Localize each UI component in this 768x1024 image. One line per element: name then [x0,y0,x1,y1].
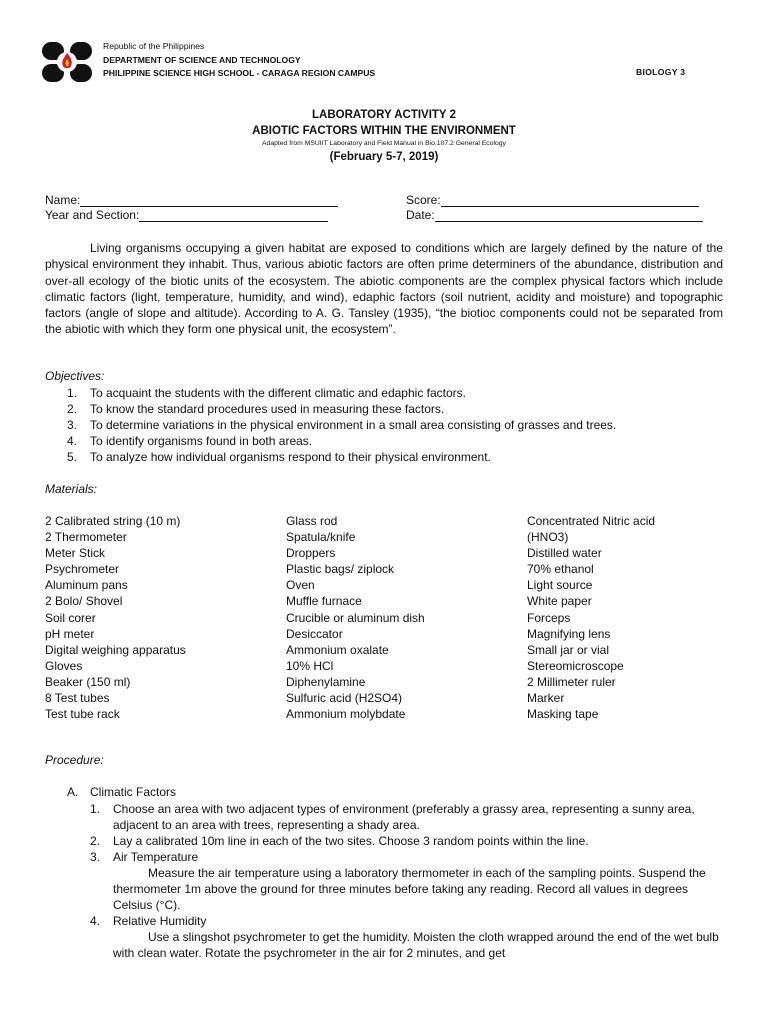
list-item: Marker [527,691,565,706]
list-item: (HNO3) [527,530,569,545]
activity-date: (February 5-7, 2019) [329,151,439,163]
list-item: 3. To determine variations in the physical environment in a small area consisting of grasses and trees. [67,418,617,432]
list-item: Aluminum pans [45,578,128,593]
subject-label: BIOLOGY 3 [636,67,686,77]
activity-title: ABIOTIC FACTORS WITHIN THE ENVIRONMENT [252,125,516,137]
name-field[interactable] [45,193,338,207]
year-section-field[interactable] [45,208,328,222]
list-item: Plastic bags/ ziplock [286,562,395,577]
list-item: Beaker (150 ml) [45,674,131,689]
name-label: Name: [45,193,81,207]
list-item: Oven [286,578,315,593]
list-item: 1. To acquaint the students with the different climatic and edaphic factors. [67,386,466,400]
list-item: Diphenylamine [286,674,366,689]
objectives-heading: Objectives: [45,369,105,383]
procedure-section-a [67,785,176,799]
list-item: 5. To analyze how individual organisms respond to their physical environment. [67,450,491,464]
date-field[interactable] [406,208,703,222]
activity-number: LABORATORY ACTIVITY 2 [312,109,456,121]
procedure-list [90,801,730,961]
name-line[interactable] [80,193,338,207]
score-label: Score: [406,193,441,207]
list-item: Soil corer [45,610,96,625]
list-item: Small jar or vial [527,642,610,657]
list-item: Distilled water [527,546,602,561]
list-item: 3. Air Temperature Measure the air temperature using a laboratory thermometer in each of the sampling points. Suspend the thermometer 1m above the ground for three minutes before taking any reading. Record all values in degrees Celsius (°C). [90,849,730,913]
list-item: Meter Stick [45,546,106,561]
list-item: Glass rod [286,514,338,528]
date-label: Date: [406,208,435,222]
list-item: Droppers [286,546,336,561]
list-item: Stereomicroscope [527,658,624,673]
year-section-label: Year and Section: [45,208,140,222]
list-item: Concentrated Nitric acid [527,514,656,528]
list-item: 2 Bolo/ Shovel [45,594,123,609]
list-item: Gloves [45,658,83,673]
list-item: 70% ethanol [527,562,594,577]
list-item: 8 Test tubes [45,691,110,706]
list-item: 2 Millimeter ruler [527,674,616,689]
list-item: 4. Relative Humidity Use a slingshot psychrometer to get the humidity. Moisten the cloth wrapped around the end of the wet bulb with clean water. Rotate the psychrometer in the air for 2 minutes, and get [90,913,730,961]
procedure-heading: Procedure: [45,753,104,767]
objectives-list [45,385,735,465]
list-item: Desiccator [286,626,343,641]
section-a-title: Climatic Factors [90,785,177,799]
letterhead-republic: Republic of the Philippines [103,41,205,51]
list-item: 2. Lay a calibrated 10m line in each of the two sites. Choose 3 random points within the line. [90,834,589,848]
list-item: 10% HCl [286,658,334,673]
section-a-letter: A. [67,785,79,799]
relative-humidity-body: Use a slingshot psychrometer to get the humidity. Moisten the cloth wrapped around the end of the wet bulb with clean water. Rotate the psychrometer in the air for 2 minutes, and get [113,930,719,960]
score-line[interactable] [441,193,699,207]
materials-column-1 [45,513,186,722]
list-item: 2 Thermometer [45,530,127,545]
letterhead-department: DEPARTMENT OF SCIENCE AND TECHNOLOGY [103,54,301,65]
adapted-note: Adapted from MSUIIT Laboratory and Field Manual in Bio.107.2 General Ecology [262,140,506,147]
list-item: White paper [527,594,592,609]
list-item: Muffle furnace [286,594,362,609]
list-item: Crucible or aluminum dish [286,610,425,625]
list-item: Magnifying lens [527,626,611,641]
list-item: Masking tape [527,707,599,722]
letterhead [103,40,375,81]
list-item: Sulfuric acid (H2SO4) [286,691,403,706]
list-item: Forceps [527,610,571,625]
pshs-logo-icon [40,40,94,84]
materials-column-2 [286,513,425,722]
date-line[interactable] [435,208,703,222]
air-temperature-body: Measure the air temperature using a laboratory thermometer in each of the sampling points. Suspend the thermometer 1m above the ground for three minutes before taking any reading. Record all values in degrees Celsius (°C). [113,866,706,912]
score-field[interactable] [406,193,699,207]
list-item: 1. Choose an area with two adjacent types of environment (preferably a grassy area, representing a sunny area, adjacent to an area with trees, representing a shady area. [90,802,695,832]
list-item: Light source [527,578,593,593]
list-item: Psychrometer [45,562,120,577]
letterhead-school: PHILIPPINE SCIENCE HIGH SCHOOL - CARAGA REGION CAMPUS [103,68,376,79]
year-section-line[interactable] [139,208,328,222]
list-item: pH meter [45,626,95,641]
list-item: 4. To identify organisms found in both areas. [67,434,313,448]
list-item: Ammonium oxalate [286,642,389,657]
intro-paragraph: Living organisms occupying a given habitat are exposed to conditions which are largely defined by the nature of the physical environment they inhabit. Thus, various abiotic factors are often prime determiners of the abundance, distribution and over-all ecology of the biotic units of the ecosystem. The abiotic components are the complex physical factors which include climatic factors (light, temperature, humidity, and wind), edaphic factors (soil nutrient, acidity and moisture) and topographic factors (angle of slope and altitude). According to A. G. Tansley (1935), “the biotioc components could not be separated from the abiotic with which they form one physical unit, the ecosystem”. [45,241,723,337]
materials-heading: Materials: [45,482,98,496]
list-item: Digital weighing apparatus [45,642,186,657]
list-item: Spatula/knife [286,530,356,545]
list-item: 2 Calibrated string (10 m) [45,514,181,528]
list-item: 2. To know the standard procedures used in measuring these factors. [67,402,445,416]
materials-column-3 [527,513,655,722]
list-item: Test tube rack [45,707,120,722]
list-item: Ammonium molybdate [286,707,406,722]
